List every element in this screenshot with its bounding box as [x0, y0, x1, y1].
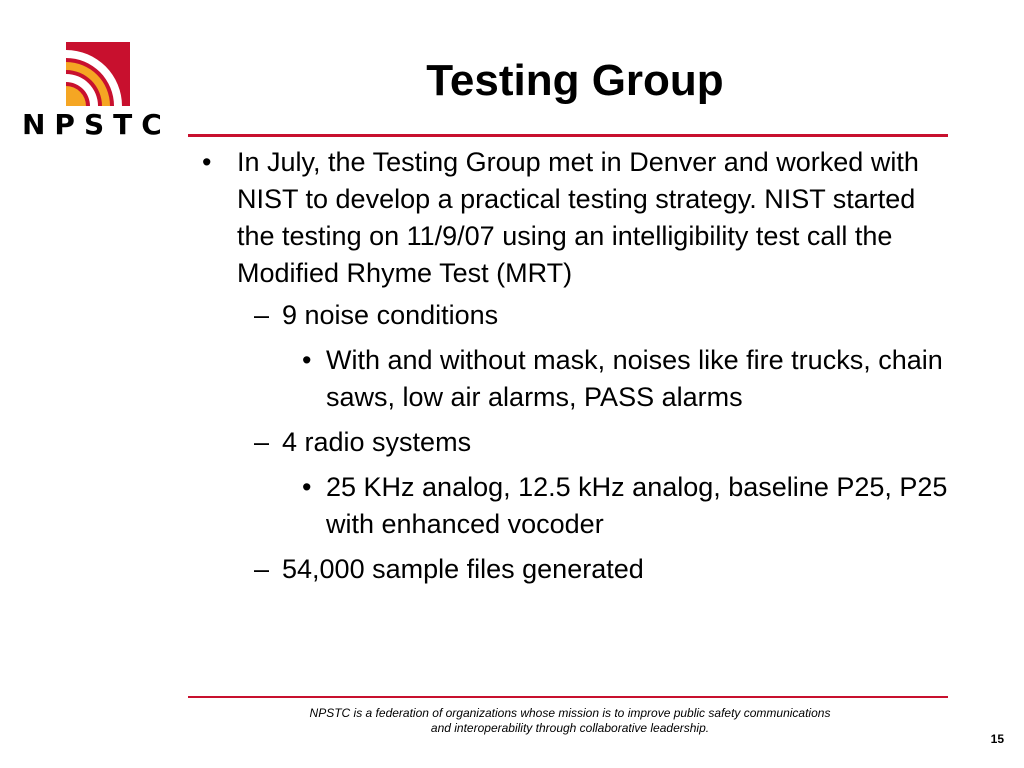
bullet-text: 9 noise conditions [282, 300, 499, 330]
logo-wordmark: NPSTC [22, 108, 171, 141]
footer-line: NPSTC is a federation of organizations whose mission is to improve public safety communications [309, 706, 831, 720]
slide-title: Testing Group [426, 56, 724, 105]
bullet-text: In July, the Testing Group met in Denver and worked with NIST to develop a practical testing strategy. NIST started the testing on 11/9/07 using an intelligibility test call the Modified Rhyme Test (MRT) [237, 147, 919, 288]
footer-divider [188, 696, 948, 698]
npstc-logo [22, 40, 178, 140]
bullet-dot-icon: • [302, 472, 312, 502]
bullet-dash-icon: – [254, 554, 270, 584]
bullet-text: 25 KHz analog, 12.5 kHz analog, baseline P25, P25 with enhanced vocoder [326, 472, 948, 539]
bullet-dash-icon: – [254, 427, 270, 457]
bullet-text: 54,000 sample files generated [282, 554, 644, 584]
bullet-text: 4 radio systems [282, 427, 472, 457]
bullet-level2 [188, 424, 948, 461]
page-number: 15 [990, 732, 1004, 746]
bullet-level2 [188, 297, 948, 334]
bullet-level2 [188, 551, 948, 588]
bullet-dash-icon: – [254, 300, 270, 330]
bullet-dot-icon: • [202, 147, 212, 177]
bullet-level3 [188, 469, 948, 543]
bullet-text: With and without mask, noises like fire trucks, chain saws, low air alarms, PASS alarms [326, 345, 943, 412]
footer-line: and interoperability through collaborative leadership. [430, 721, 710, 735]
footer-mission-statement [250, 706, 890, 736]
title-divider [188, 134, 948, 137]
bullet-level3 [188, 342, 948, 416]
radio-waves-logo-icon [66, 42, 132, 110]
slide-body [188, 144, 948, 588]
bullet-level1 [188, 144, 948, 292]
bullet-dot-icon: • [302, 345, 312, 375]
